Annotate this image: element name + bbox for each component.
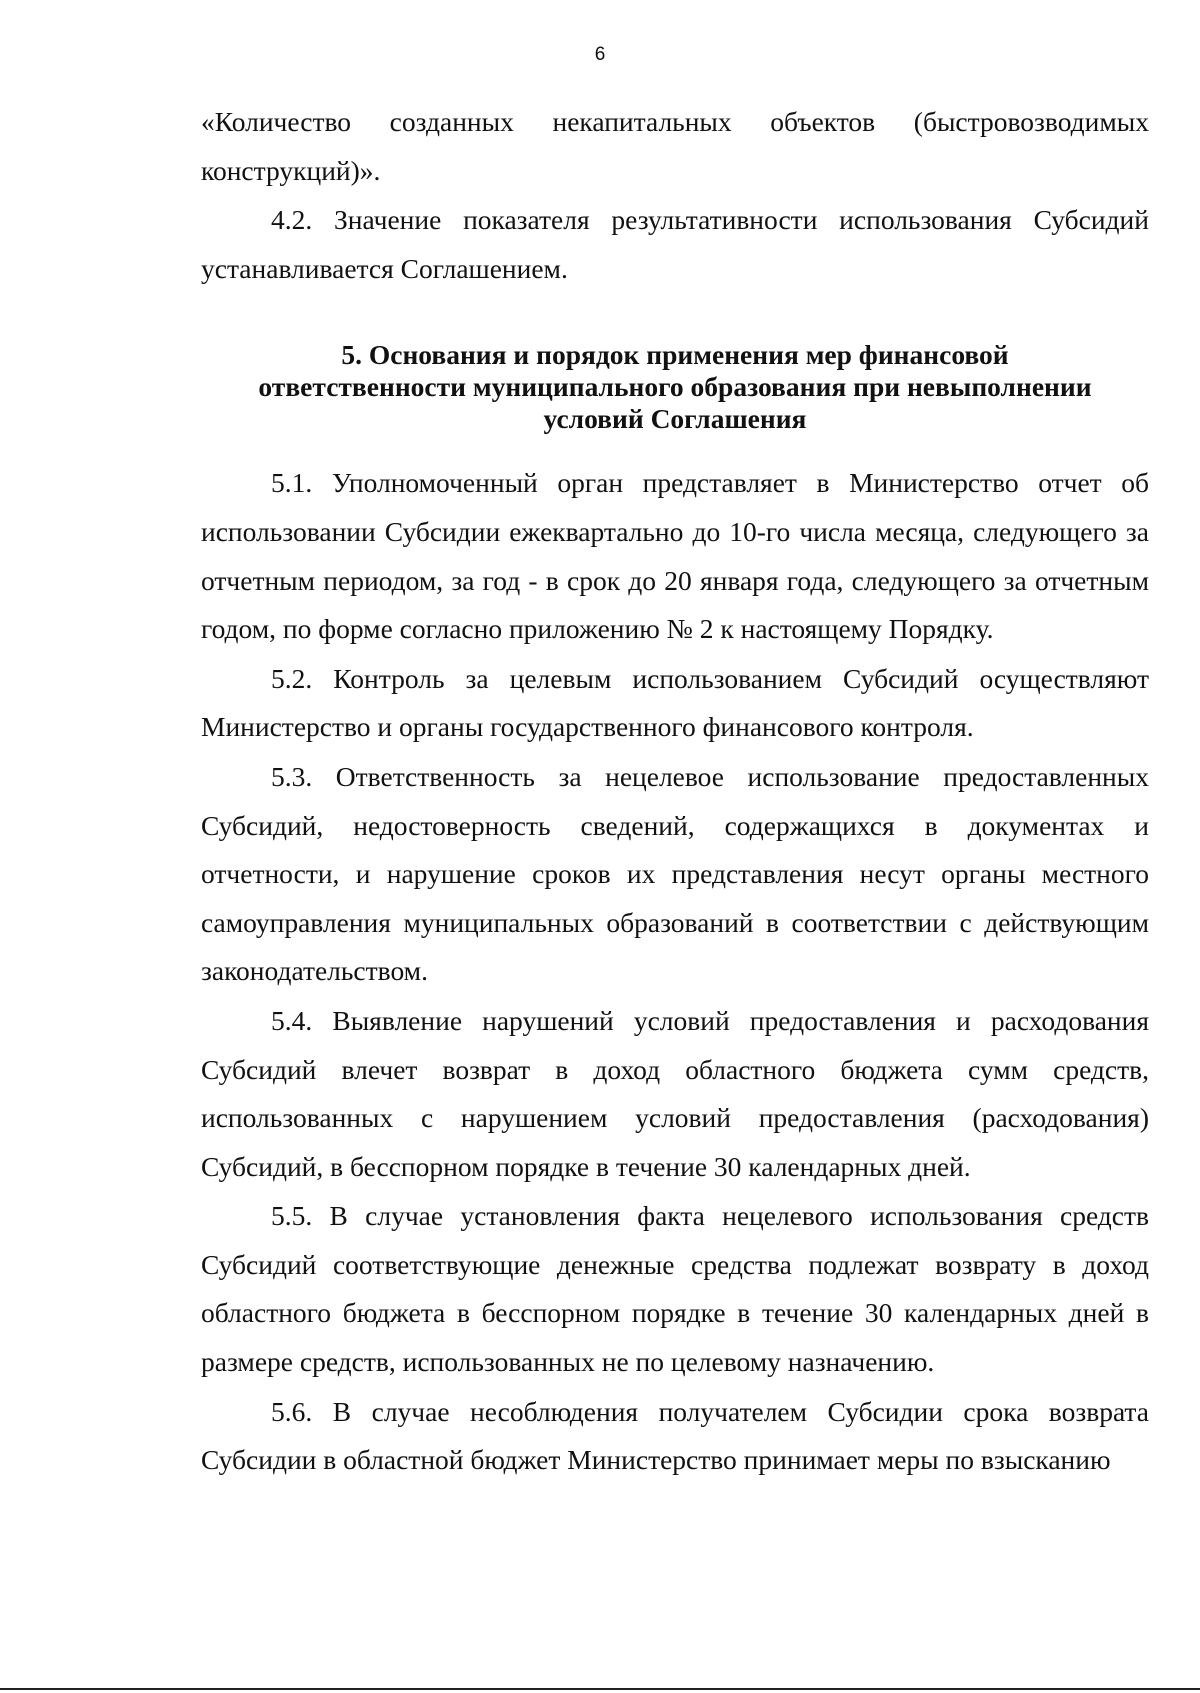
section-5-heading [201,339,1149,435]
paragraph-5-4: 5.4. Выявление нарушений условий предоставления и расходования Субсидий влечет возврат в доход областного бюджета сумм средств, использованных с нарушением условий предоставления (расходования) Субсидий, в бесспорном порядке в течение 30 календарных дней. [201,1004,1149,1182]
section-heading-line: 5. Основания и порядок применения мер финансовой [341,339,1009,371]
document-body [201,98,1149,1485]
section-heading-line: ответственности муниципального образования при невыполнении [258,371,1092,403]
paragraph-continuation: «Количество созданных некапитальных объектов (быстровозводимых конструкций)». [201,106,1149,186]
paragraph-5-5: 5.5. В случае установления факта нецелевого использования средств Субсидий соответствующие денежные средства подлежат возврату в доход областного бюджета в бесспорном порядке в течение 30 календарных дней в размере средств, использованных не по целевому назначению. [201,1200,1149,1378]
bottom-edge-line [0,1688,1200,1690]
paragraph-4-2: 4.2. Значение показателя результативности использования Субсидий устанавливается Соглашением. [201,204,1149,284]
paragraph-5-3: 5.3. Ответственность за нецелевое использование предоставленных Субсидий, недостоверность сведений, содержащихся в документах и отчетности, и нарушение сроков их представления несут органы местного самоуправления муниципальных образований в соответствии с действующим законодательством. [201,760,1149,987]
paragraph-5-1: 5.1. Уполномоченный орган представляет в Министерство отчет об использовании Субсидии ежеквартально до 10-го числа месяца, следующего за отчетным периодом, за год - в срок до 20 января года, следующего за отчетным годом, по форме согласно приложению № 2 к настоящему Порядку. [201,467,1149,645]
page-number: 6 [594,44,606,65]
section-heading-line: условий Соглашения [543,403,807,435]
paragraph-5-2: 5.2. Контроль за целевым использованием Субсидий осуществляют Министерство и органы государственного финансового контроля. [201,662,1149,743]
paragraph-5-6: 5.6. В случае несоблюдения получателем Субсидии срока возврата Субсидии в областной бюджет Министерство принимает меры по взысканию [201,1395,1149,1476]
